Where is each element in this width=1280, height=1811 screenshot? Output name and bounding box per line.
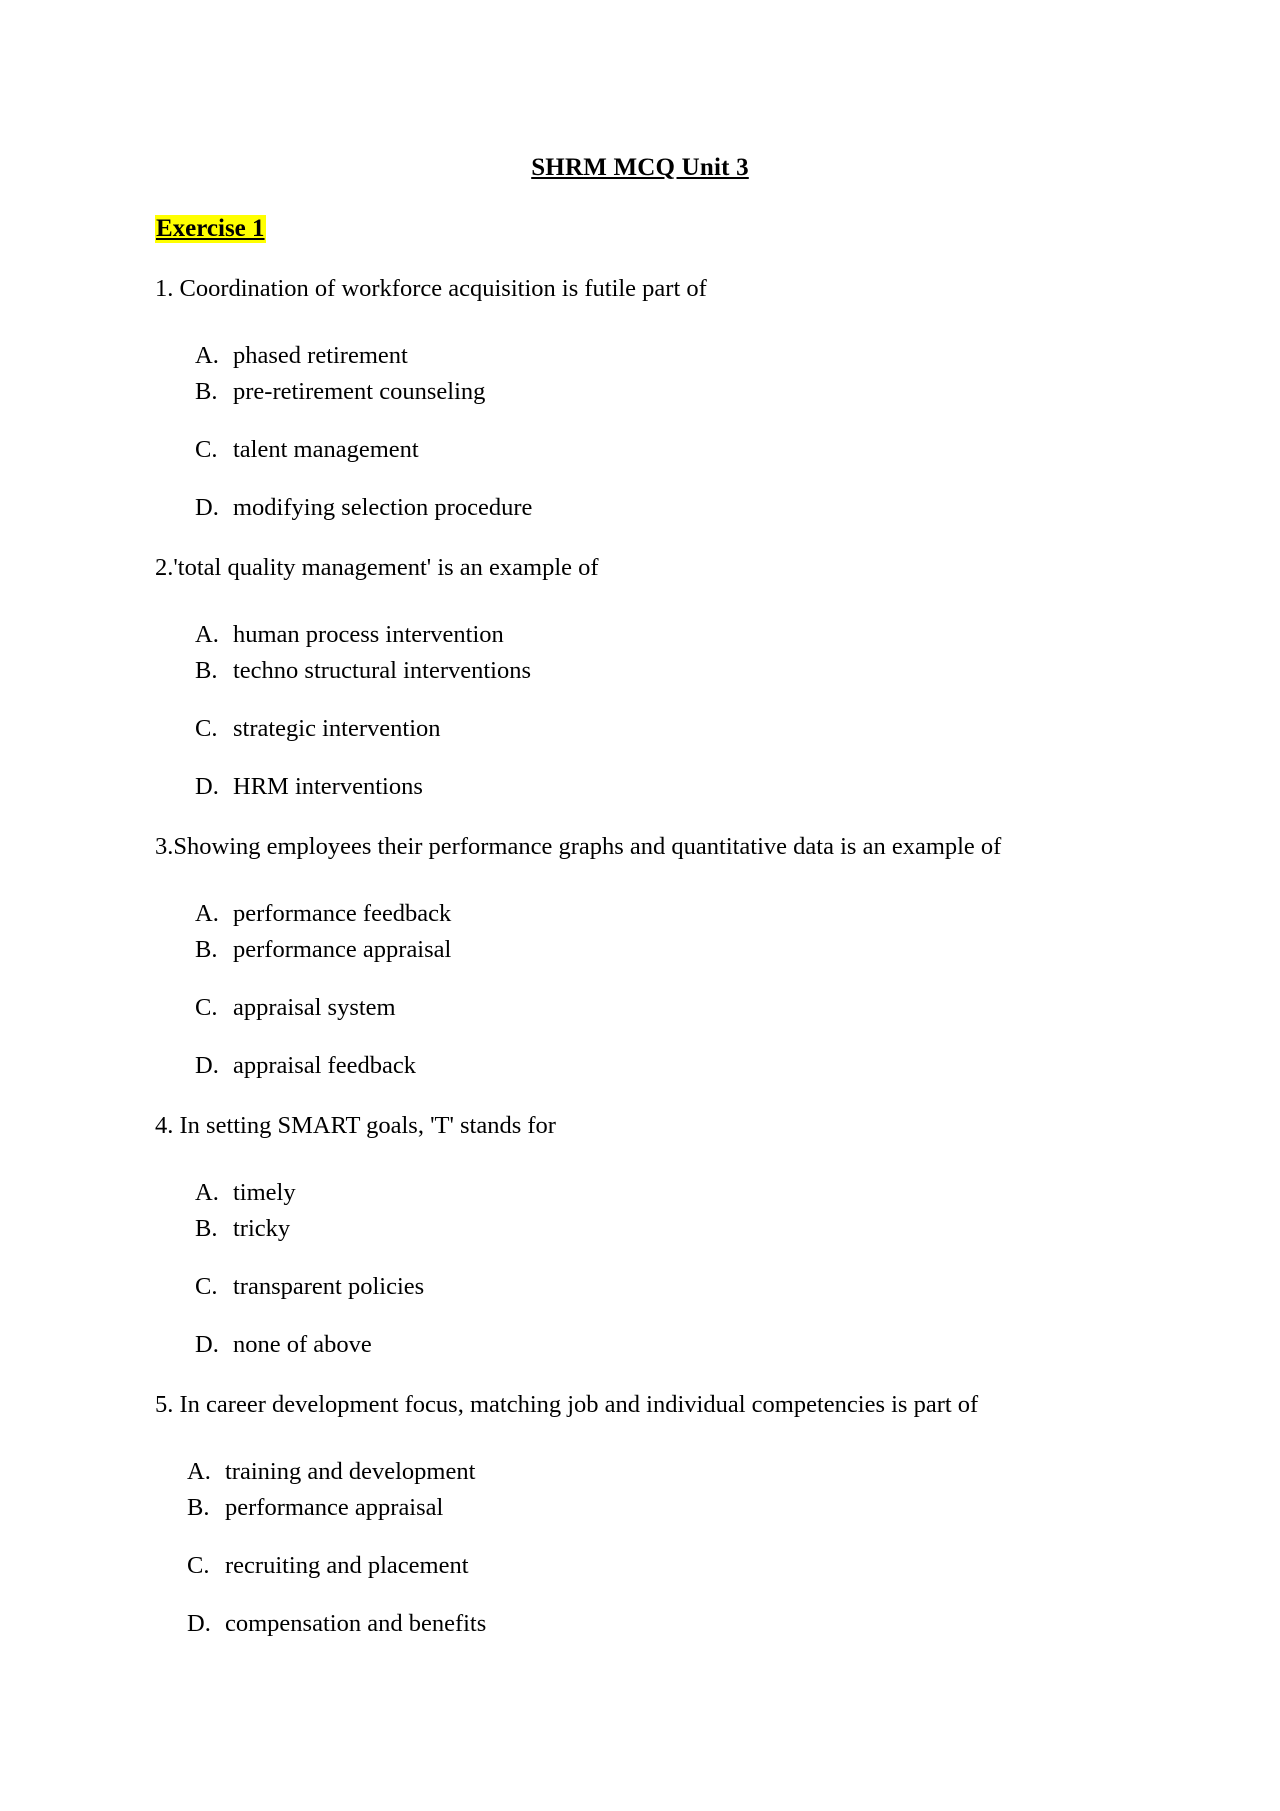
option-5a <box>187 1458 475 1486</box>
option-letter: D. <box>187 1610 211 1637</box>
option-text: tricky <box>233 1215 291 1242</box>
option-text: appraisal feedback <box>233 1052 416 1079</box>
option-letter: B. <box>195 936 218 963</box>
option-1a <box>195 342 408 370</box>
option-text: recruiting and placement <box>225 1552 469 1579</box>
option-2c <box>195 715 441 743</box>
option-3a <box>195 900 451 928</box>
option-text: pre-retirement counseling <box>233 378 486 405</box>
option-letter: D. <box>195 494 219 521</box>
question-1: 1. Coordination of workforce acquisition is futile part of <box>155 275 707 302</box>
option-text: training and development <box>225 1458 476 1485</box>
option-5d <box>187 1610 486 1638</box>
option-letter: D. <box>195 773 219 800</box>
option-1d <box>195 494 532 522</box>
option-2a <box>195 621 504 649</box>
option-text: techno structural interventions <box>233 657 531 684</box>
question-2: 2.'total quality management' is an example of <box>155 554 599 581</box>
option-text: talent management <box>233 436 419 463</box>
option-letter: D. <box>195 1331 219 1358</box>
option-5b <box>187 1494 443 1522</box>
option-text: HRM interventions <box>233 773 423 800</box>
option-text: transparent policies <box>233 1273 425 1300</box>
option-4c <box>195 1273 424 1301</box>
option-3d <box>195 1052 416 1080</box>
option-text: performance appraisal <box>233 936 452 963</box>
option-letter: A. <box>187 1458 211 1485</box>
option-letter: C. <box>187 1552 210 1579</box>
option-3c <box>195 994 396 1022</box>
option-1c <box>195 436 419 464</box>
option-letter: A. <box>195 1179 219 1206</box>
question-4: 4. In setting SMART goals, 'T' stands for <box>155 1112 556 1139</box>
option-text: phased retirement <box>233 342 408 369</box>
option-letter: B. <box>195 657 218 684</box>
document-title: SHRM MCQ Unit 3 <box>531 154 749 181</box>
option-text: performance appraisal <box>225 1494 444 1521</box>
option-letter: A. <box>195 900 219 927</box>
option-2b <box>195 657 531 685</box>
option-text: strategic intervention <box>233 715 441 742</box>
option-letter: B. <box>187 1494 210 1521</box>
option-text: timely <box>233 1179 296 1206</box>
option-text: none of above <box>233 1331 372 1358</box>
option-4b <box>195 1215 290 1243</box>
option-4a <box>195 1179 296 1207</box>
option-text: performance feedback <box>233 900 452 927</box>
option-5c <box>187 1552 469 1580</box>
option-1b <box>195 378 485 406</box>
option-3b <box>195 936 451 964</box>
option-text: modifying selection procedure <box>233 494 533 521</box>
question-3: 3.Showing employees their performance graphs and quantitative data is an example of <box>155 833 1002 860</box>
option-2d <box>195 773 423 801</box>
option-letter: B. <box>195 378 218 405</box>
option-letter: C. <box>195 436 218 463</box>
option-4d <box>195 1331 372 1359</box>
exercise-heading: Exercise 1 <box>156 215 265 242</box>
question-5: 5. In career development focus, matching job and individual competencies is part of <box>155 1391 979 1418</box>
option-text: appraisal system <box>233 994 396 1021</box>
option-text: compensation and benefits <box>225 1610 487 1637</box>
option-letter: C. <box>195 715 218 742</box>
option-letter: A. <box>195 621 219 648</box>
option-letter: D. <box>195 1052 219 1079</box>
option-letter: C. <box>195 994 218 1021</box>
option-letter: B. <box>195 1215 218 1242</box>
option-letter: A. <box>195 342 219 369</box>
option-letter: C. <box>195 1273 218 1300</box>
option-text: human process intervention <box>233 621 504 648</box>
